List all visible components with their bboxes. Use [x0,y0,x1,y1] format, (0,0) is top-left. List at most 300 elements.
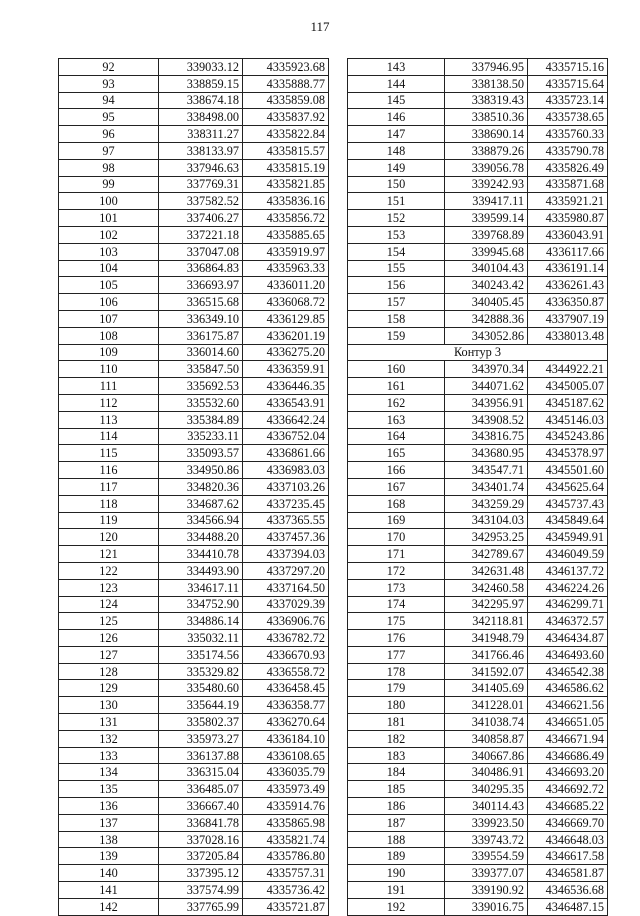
table-row [59,478,329,495]
table-row [59,109,329,126]
point-number: 133 [59,747,159,764]
x-coordinate: 342631.48 [445,562,528,579]
table-row [348,59,608,76]
y-coordinate: 4336129.85 [243,310,329,327]
point-number: 123 [59,579,159,596]
table-row [59,92,329,109]
x-coordinate: 339033.12 [159,59,243,76]
y-coordinate: 4344922.21 [528,361,608,378]
table-row [59,75,329,92]
x-coordinate: 341038.74 [445,714,528,731]
x-coordinate: 335233.11 [159,428,243,445]
table-row [59,596,329,613]
y-coordinate: 4346621.56 [528,697,608,714]
table-row [348,579,608,596]
point-number: 192 [348,898,445,915]
y-coordinate: 4337103.26 [243,478,329,495]
y-coordinate: 4336458.45 [243,680,329,697]
point-number: 168 [348,495,445,512]
y-coordinate: 4338013.48 [528,327,608,344]
y-coordinate: 4346434.87 [528,630,608,647]
table-row [59,394,329,411]
point-number: 151 [348,193,445,210]
y-coordinate: 4346493.60 [528,646,608,663]
x-coordinate: 340114.43 [445,798,528,815]
point-number: 130 [59,697,159,714]
table-row [348,411,608,428]
x-coordinate: 343547.71 [445,462,528,479]
x-coordinate: 338879.26 [445,142,528,159]
y-coordinate: 4346224.26 [528,579,608,596]
table-row [348,210,608,227]
y-coordinate: 4335815.19 [243,159,329,176]
x-coordinate: 341766.46 [445,646,528,663]
y-coordinate: 4346651.05 [528,714,608,731]
x-coordinate: 339768.89 [445,226,528,243]
table-row [348,646,608,663]
y-coordinate: 4335821.85 [243,176,329,193]
table-row [59,260,329,277]
y-coordinate: 4335865.98 [243,814,329,831]
x-coordinate: 337946.63 [159,159,243,176]
y-coordinate: 4336906.76 [243,613,329,630]
y-coordinate: 4346693.20 [528,764,608,781]
table-row [59,176,329,193]
x-coordinate: 342460.58 [445,579,528,596]
x-coordinate: 335174.56 [159,646,243,663]
x-coordinate: 339743.72 [445,831,528,848]
point-number: 110 [59,361,159,378]
table-row [348,814,608,831]
x-coordinate: 336175.87 [159,327,243,344]
x-coordinate: 336841.78 [159,814,243,831]
point-number: 175 [348,613,445,630]
table-row [59,428,329,445]
y-coordinate: 4336543.91 [243,394,329,411]
y-coordinate: 4335786.80 [243,848,329,865]
x-coordinate: 335973.27 [159,730,243,747]
point-number: 142 [59,898,159,915]
point-number: 119 [59,512,159,529]
y-coordinate: 4335973.49 [243,781,329,798]
table-row [348,226,608,243]
x-coordinate: 343816.75 [445,428,528,445]
coordinates-table-right [347,58,608,916]
table-row [348,848,608,865]
table-row [348,142,608,159]
y-coordinate: 4335859.08 [243,92,329,109]
point-number: 182 [348,730,445,747]
table-row [348,663,608,680]
x-coordinate: 337028.16 [159,831,243,848]
point-number: 172 [348,562,445,579]
x-coordinate: 339923.50 [445,814,528,831]
x-coordinate: 336349.10 [159,310,243,327]
point-number: 169 [348,512,445,529]
table-row [348,747,608,764]
x-coordinate: 334493.90 [159,562,243,579]
point-number: 146 [348,109,445,126]
y-coordinate: 4346686.49 [528,747,608,764]
y-coordinate: 4335871.68 [528,176,608,193]
y-coordinate: 4346685.22 [528,798,608,815]
point-number: 125 [59,613,159,630]
point-number: 166 [348,462,445,479]
x-coordinate: 339554.59 [445,848,528,865]
table-row [348,781,608,798]
y-coordinate: 4337235.45 [243,495,329,512]
table-row [348,831,608,848]
y-coordinate: 4345187.62 [528,394,608,411]
point-number: 154 [348,243,445,260]
point-number: 162 [348,394,445,411]
x-coordinate: 338311.27 [159,126,243,143]
table-row [59,361,329,378]
y-coordinate: 4346648.03 [528,831,608,848]
x-coordinate: 334950.86 [159,462,243,479]
x-coordinate: 336864.83 [159,260,243,277]
y-coordinate: 4335919.97 [243,243,329,260]
point-number: 126 [59,630,159,647]
x-coordinate: 335802.37 [159,714,243,731]
point-number: 174 [348,596,445,613]
y-coordinate: 4336011.20 [243,277,329,294]
table-row [348,176,608,193]
point-number: 120 [59,529,159,546]
x-coordinate: 338138.50 [445,75,528,92]
y-coordinate: 4346536.68 [528,882,608,899]
table-row [59,781,329,798]
table-row [59,344,329,361]
y-coordinate: 4335923.68 [243,59,329,76]
x-coordinate: 341948.79 [445,630,528,647]
table-row [59,882,329,899]
point-number: 101 [59,210,159,227]
point-number: 131 [59,714,159,731]
x-coordinate: 338510.36 [445,109,528,126]
y-coordinate: 4335856.72 [243,210,329,227]
table-row [59,294,329,311]
table-row [348,361,608,378]
x-coordinate: 335692.53 [159,378,243,395]
point-number: 132 [59,730,159,747]
y-coordinate: 4335715.16 [528,59,608,76]
x-coordinate: 336667.40 [159,798,243,815]
table-row [348,428,608,445]
x-coordinate: 342295.97 [445,596,528,613]
table-row [348,277,608,294]
point-number: 144 [348,75,445,92]
table-row [59,798,329,815]
point-number: 159 [348,327,445,344]
x-coordinate: 341592.07 [445,663,528,680]
y-coordinate: 4336270.64 [243,714,329,731]
y-coordinate: 4335715.64 [528,75,608,92]
table-row [348,764,608,781]
point-number: 179 [348,680,445,697]
point-number: 155 [348,260,445,277]
x-coordinate: 339599.14 [445,210,528,227]
y-coordinate: 4345625.64 [528,478,608,495]
y-coordinate: 4337029.39 [243,596,329,613]
y-coordinate: 4335821.74 [243,831,329,848]
point-number: 106 [59,294,159,311]
y-coordinate: 4336108.65 [243,747,329,764]
table-row [348,512,608,529]
x-coordinate: 341405.69 [445,680,528,697]
table-row [348,310,608,327]
table-row [348,898,608,915]
table-row [59,747,329,764]
x-coordinate: 342789.67 [445,546,528,563]
table-row [348,445,608,462]
point-number: 100 [59,193,159,210]
table-row [348,613,608,630]
point-number: 191 [348,882,445,899]
table-row [59,159,329,176]
x-coordinate: 341228.01 [445,697,528,714]
x-coordinate: 334687.62 [159,495,243,512]
x-coordinate: 337765.99 [159,898,243,915]
table-row [59,445,329,462]
table-row [59,277,329,294]
point-number: 117 [59,478,159,495]
table-row [59,378,329,395]
x-coordinate: 336137.88 [159,747,243,764]
point-number: 109 [59,344,159,361]
point-number: 167 [348,478,445,495]
table-row [59,411,329,428]
x-coordinate: 336485.07 [159,781,243,798]
y-coordinate: 4336035.79 [243,764,329,781]
point-number: 149 [348,159,445,176]
y-coordinate: 4335836.16 [243,193,329,210]
table-row [348,92,608,109]
point-number: 137 [59,814,159,831]
x-coordinate: 340405.45 [445,294,528,311]
point-number: 96 [59,126,159,143]
point-number: 95 [59,109,159,126]
x-coordinate: 338133.97 [159,142,243,159]
table-row [348,75,608,92]
y-coordinate: 4335921.21 [528,193,608,210]
point-number: 112 [59,394,159,411]
y-coordinate: 4336782.72 [243,630,329,647]
table-row [59,814,329,831]
table-row [348,495,608,512]
table-row [59,898,329,915]
x-coordinate: 342953.25 [445,529,528,546]
y-coordinate: 4335888.77 [243,75,329,92]
x-coordinate: 335093.57 [159,445,243,462]
point-number: 124 [59,596,159,613]
y-coordinate: 4335885.65 [243,226,329,243]
x-coordinate: 343970.34 [445,361,528,378]
x-coordinate: 337769.31 [159,176,243,193]
table-row [348,546,608,563]
y-coordinate: 4335980.87 [528,210,608,227]
x-coordinate: 339056.78 [445,159,528,176]
point-number: 114 [59,428,159,445]
y-coordinate: 4335790.78 [528,142,608,159]
point-number: 158 [348,310,445,327]
x-coordinate: 338674.18 [159,92,243,109]
table-row [59,495,329,512]
point-number: 99 [59,176,159,193]
y-coordinate: 4337297.20 [243,562,329,579]
x-coordinate: 338859.15 [159,75,243,92]
table-row [59,663,329,680]
table-row [348,697,608,714]
table-row [59,512,329,529]
x-coordinate: 335644.19 [159,697,243,714]
y-coordinate: 4335760.33 [528,126,608,143]
y-coordinate: 4345243.86 [528,428,608,445]
x-coordinate: 339016.75 [445,898,528,915]
table-row [348,394,608,411]
point-number: 186 [348,798,445,815]
y-coordinate: 4335738.65 [528,109,608,126]
x-coordinate: 336014.60 [159,344,243,361]
point-number: 107 [59,310,159,327]
table-row [59,680,329,697]
point-number: 134 [59,764,159,781]
x-coordinate: 340667.86 [445,747,528,764]
point-number: 160 [348,361,445,378]
table-row [59,831,329,848]
x-coordinate: 339945.68 [445,243,528,260]
table-row [59,193,329,210]
y-coordinate: 4345949.91 [528,529,608,546]
point-number: 128 [59,663,159,680]
y-coordinate: 4345005.07 [528,378,608,395]
y-coordinate: 4335721.87 [243,898,329,915]
y-coordinate: 4336191.14 [528,260,608,277]
x-coordinate: 344071.62 [445,378,528,395]
point-number: 173 [348,579,445,596]
x-coordinate: 334886.14 [159,613,243,630]
y-coordinate: 4335826.49 [528,159,608,176]
y-coordinate: 4336261.43 [528,277,608,294]
table-row [348,730,608,747]
table-row [348,630,608,647]
y-coordinate: 4336670.93 [243,646,329,663]
table-row [59,579,329,596]
x-coordinate: 343259.29 [445,495,528,512]
y-coordinate: 4336752.04 [243,428,329,445]
x-coordinate: 342888.36 [445,310,528,327]
table-row [59,764,329,781]
table-row [59,562,329,579]
point-number: 140 [59,865,159,882]
table-row [348,126,608,143]
point-number: 92 [59,59,159,76]
point-number: 145 [348,92,445,109]
y-coordinate: 4337457.36 [243,529,329,546]
table-row [348,865,608,882]
point-number: 115 [59,445,159,462]
table-row [348,327,608,344]
x-coordinate: 336515.68 [159,294,243,311]
table-row [348,109,608,126]
contour-header-row [348,344,608,361]
point-number: 97 [59,142,159,159]
table-row [59,546,329,563]
point-number: 129 [59,680,159,697]
table-row [59,59,329,76]
point-number: 147 [348,126,445,143]
table-row [59,210,329,227]
x-coordinate: 334410.78 [159,546,243,563]
table-row [348,193,608,210]
point-number: 163 [348,411,445,428]
point-number: 148 [348,142,445,159]
point-number: 165 [348,445,445,462]
x-coordinate: 336693.97 [159,277,243,294]
table-row [59,848,329,865]
point-number: 190 [348,865,445,882]
x-coordinate: 339377.07 [445,865,528,882]
y-coordinate: 4336359.91 [243,361,329,378]
point-number: 143 [348,59,445,76]
y-coordinate: 4336117.66 [528,243,608,260]
table-row [348,680,608,697]
point-number: 156 [348,277,445,294]
table-row [59,529,329,546]
x-coordinate: 343052.86 [445,327,528,344]
coordinates-table-left [58,58,329,916]
y-coordinate: 4345737.43 [528,495,608,512]
y-coordinate: 4346581.87 [528,865,608,882]
y-coordinate: 4346617.58 [528,848,608,865]
y-coordinate: 4335815.57 [243,142,329,159]
y-coordinate: 4346299.71 [528,596,608,613]
point-number: 188 [348,831,445,848]
point-number: 138 [59,831,159,848]
table-row [59,310,329,327]
table-row [59,646,329,663]
x-coordinate: 340243.42 [445,277,528,294]
x-coordinate: 334617.11 [159,579,243,596]
y-coordinate: 4345146.03 [528,411,608,428]
y-coordinate: 4336068.72 [243,294,329,311]
point-number: 189 [348,848,445,865]
x-coordinate: 343680.95 [445,445,528,462]
table-row [59,327,329,344]
y-coordinate: 4336275.20 [243,344,329,361]
y-coordinate: 4346692.72 [528,781,608,798]
x-coordinate: 337395.12 [159,865,243,882]
y-coordinate: 4336043.91 [528,226,608,243]
point-number: 116 [59,462,159,479]
x-coordinate: 337205.84 [159,848,243,865]
y-coordinate: 4345378.97 [528,445,608,462]
table-row [348,243,608,260]
x-coordinate: 337946.95 [445,59,528,76]
point-number: 153 [348,226,445,243]
y-coordinate: 4337394.03 [243,546,329,563]
y-coordinate: 4336201.19 [243,327,329,344]
x-coordinate: 337574.99 [159,882,243,899]
table-row [348,462,608,479]
x-coordinate: 343104.03 [445,512,528,529]
x-coordinate: 335032.11 [159,630,243,647]
y-coordinate: 4335837.92 [243,109,329,126]
table-row [348,882,608,899]
x-coordinate: 337221.18 [159,226,243,243]
x-coordinate: 335384.89 [159,411,243,428]
point-number: 157 [348,294,445,311]
